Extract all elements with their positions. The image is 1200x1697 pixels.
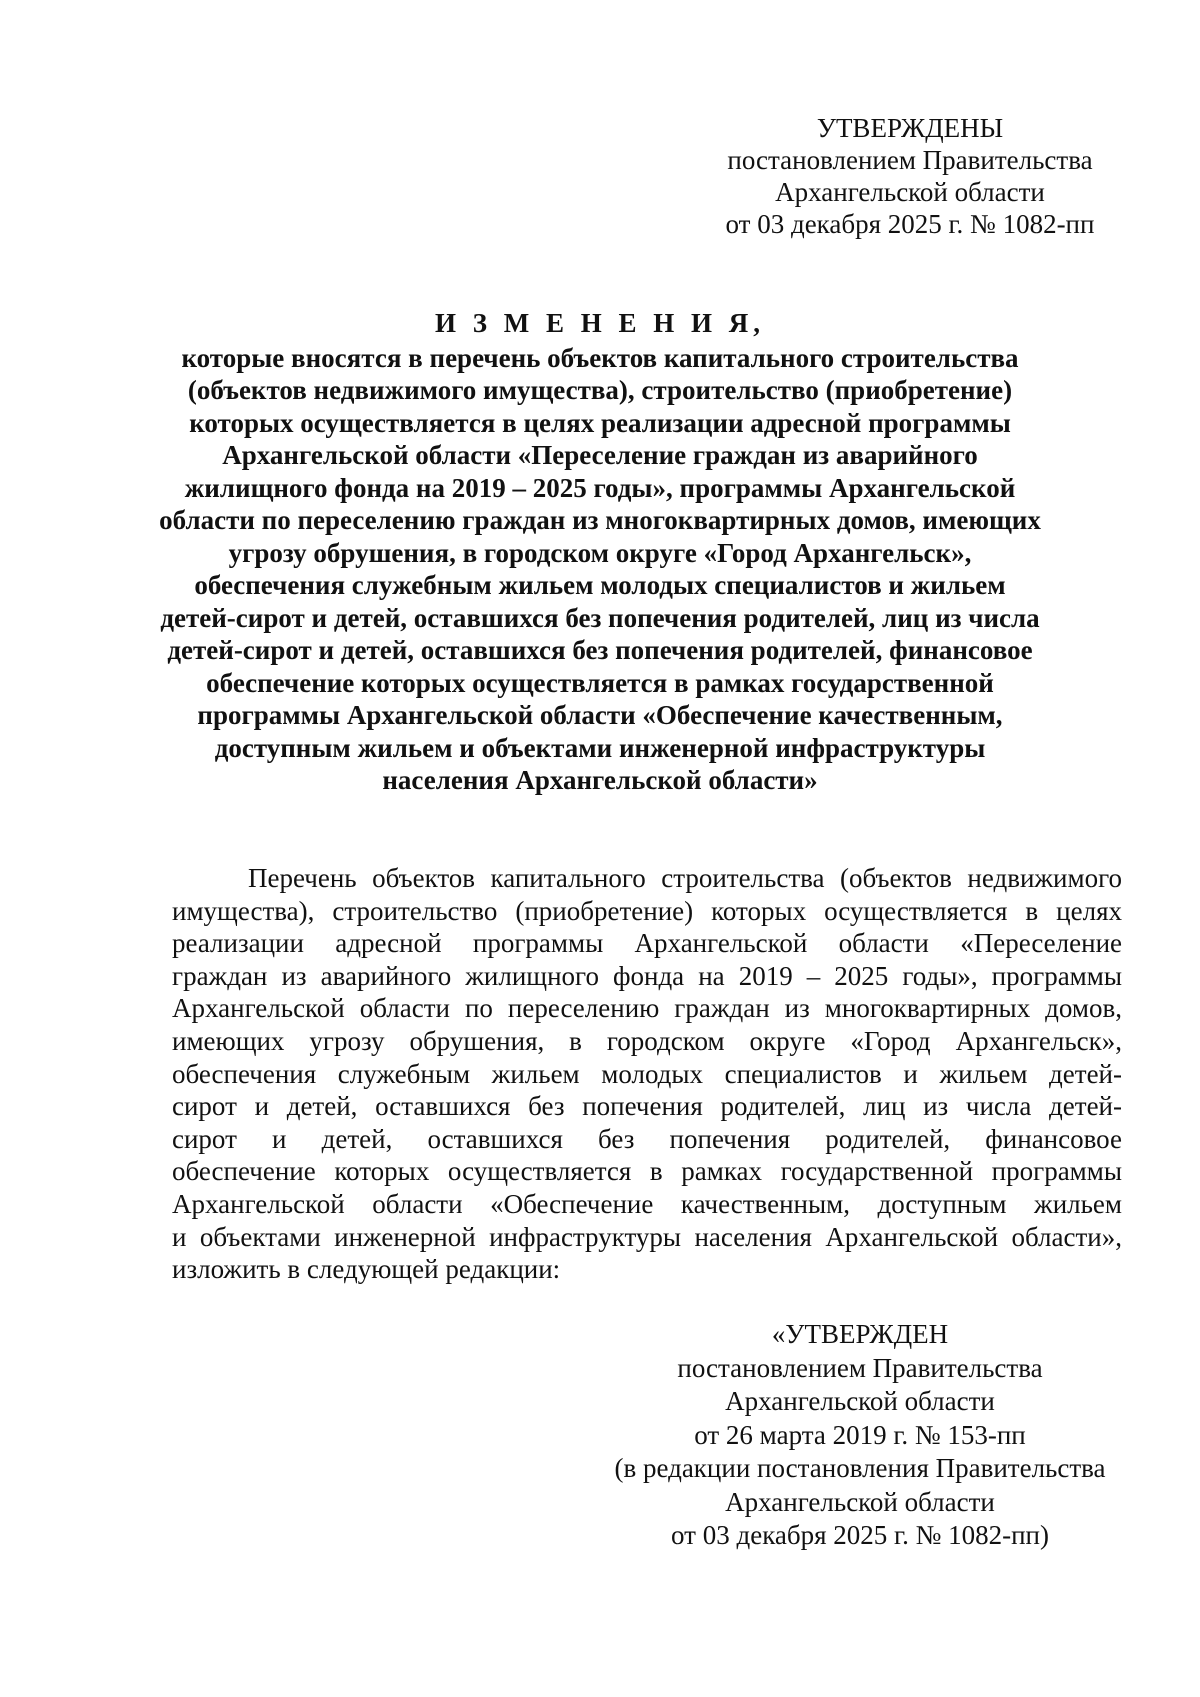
approval-revision-region: Архангельской области	[725, 1486, 995, 1517]
title-line: угрозу обрушения, в городском округе «Город Архангельск»,	[228, 537, 972, 568]
title-line: доступным жильем и объектами инженерной инфраструктуры	[214, 732, 986, 763]
approval-date-number: от 03 декабря 2025 г. № 1082-пп	[725, 209, 1095, 239]
approval-revision: (в редакции постановления Правительства	[614, 1453, 1106, 1483]
title-line: жилищного фонда на 2019 – 2025 годы», программы Архангельской	[184, 472, 1016, 503]
paragraph-line: изложить в следующей редакции:	[172, 1254, 561, 1285]
approval-region: Архангельской области	[725, 1386, 995, 1416]
paragraph-line: имущества), строительство (приобретение) которых осуществляется в целях	[172, 895, 1122, 926]
paragraph-line: сирот и детей, оставшихся без попечения родителей, лиц из числа детей-	[172, 1091, 1122, 1122]
approval-heading: УТВЕРЖДЕНЫ	[816, 113, 1004, 143]
paragraph-line: обеспечение которых осуществляется в рамках государственной программы	[172, 1156, 1122, 1187]
approval-region: Архангельской области	[775, 177, 1045, 207]
approval-heading: «УТВЕРЖДЕН	[771, 1319, 949, 1349]
title-line: (объектов недвижимого имущества), строительство (приобретение)	[187, 375, 1013, 405]
approval-stamp-bottom	[600, 1318, 1120, 1553]
paragraph-line: реализации адресной программы Архангельской области «Переселение	[172, 928, 1122, 959]
title-line: Архангельской области «Переселение граждан из аварийного	[222, 440, 978, 470]
paragraph-line: Архангельской области по переселению граждан из многоквартирных домов,	[172, 993, 1122, 1024]
paragraph-line: Архангельской области «Обеспечение качественным, доступным жильем	[172, 1188, 1122, 1219]
paragraph-line: сирот и детей, оставшихся без попечения родителей, финансовое	[172, 1123, 1122, 1154]
title-line: обеспечение которых осуществляется в рамках государственной	[206, 667, 994, 698]
paragraph-line: обеспечения служебным жильем молодых специалистов и жильем детей-	[172, 1058, 1122, 1089]
paragraph-line: Перечень объектов капитального строительства (объектов недвижимого	[248, 863, 1122, 893]
title-line: детей-сирот и детей, оставшихся без попечения родителей, финансовое	[167, 635, 1033, 665]
title-line: населения Архангельской области»	[382, 765, 818, 795]
approval-date-number: от 26 марта 2019 г. № 153-пп	[694, 1419, 1026, 1450]
title-line: которых осуществляется в целях реализации адресной программы	[189, 407, 1011, 438]
approval-stamp-top	[690, 112, 1130, 240]
approval-issuer: постановлением Правительства	[727, 145, 1093, 175]
document-title	[120, 307, 1080, 797]
approval-issuer: постановлением Правительства	[677, 1352, 1043, 1383]
approval-revision-date-number: от 03 декабря 2025 г. № 1082-пп)	[671, 1520, 1049, 1550]
title-line: детей-сирот и детей, оставшихся без попечения родителей, лиц из числа	[160, 602, 1040, 633]
title-heading: И З М Е Н Е Н И Я,	[434, 308, 765, 338]
title-line: которые вносятся в перечень объектов капитального строительства	[181, 342, 1019, 373]
paragraph-line: имеющих угрозу обрушения, в городском округе «Город Архангельск»,	[172, 1025, 1122, 1056]
paragraph-line: граждан из аварийного жилищного фонда на 2019 – 2025 годы», программы	[172, 960, 1122, 991]
title-line: области по переселению граждан из многоквартирных домов, имеющих	[159, 505, 1041, 535]
body-paragraph	[172, 862, 1122, 1286]
title-line: программы Архангельской области «Обеспечение качественным,	[197, 700, 1003, 730]
paragraph-line: и объектами инженерной инфраструктуры населения Архангельской области»,	[172, 1221, 1122, 1252]
title-line: обеспечения служебным жильем молодых специалистов и жильем	[194, 570, 1006, 600]
